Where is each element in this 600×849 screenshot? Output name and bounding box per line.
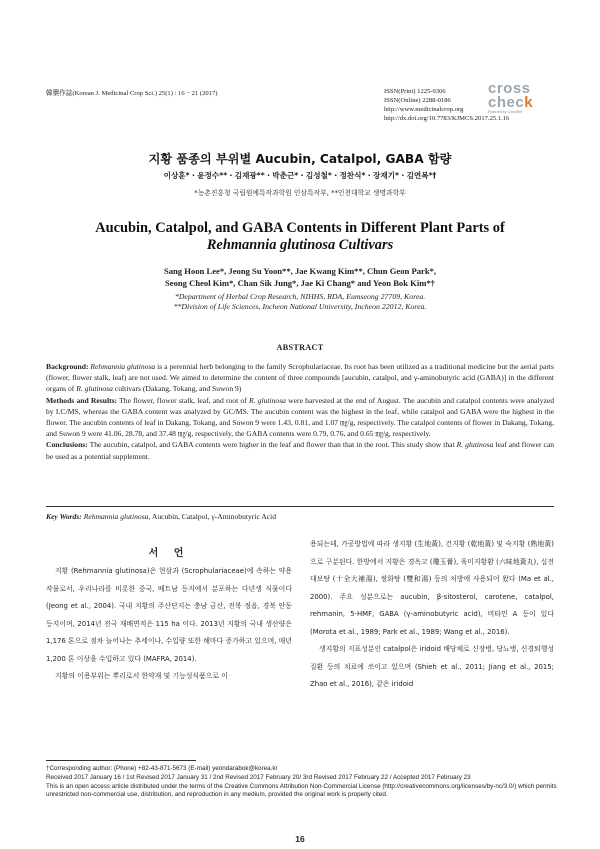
english-affiliation-2: **Division of Life Sciences, Incheon National University, Incheon 22012, Korea. xyxy=(173,302,427,312)
page-number: 16 xyxy=(295,834,305,844)
english-authors-line2: Seong Cheol Kim*, Chan Sik Jung*, Jae Ki Chang* and Yeon Bok Kim*† xyxy=(165,277,435,288)
left-column xyxy=(46,563,292,686)
abstract-methods: Methods and Results: The flower, flower stalk, leaf, and root of R. glutinosa were harvested at the end of August. The aucubin and catalpol contents were analyzed by LC/MS, whereas the GABA content was analyzed by GC/MS. The aucubin content was the highest in the leaf, while catalpol and GABA were the highest in the flower. The aucubin contents of leaf in Dakang, Tokang, and Suwon 9 were 1.43, 0.81, and 1.07 ㎎/g, respectively. The catalpol contents of flower in Dakang, Tokang, and Suwon 9 were 41.06, 28.78, and 37.48 ㎎/g, respectively, the GABA contents were 0.79, 0.76, and 0.65 ㎎/g, respectively. xyxy=(46,395,554,439)
english-title-line1: Aucubin, Catalpol, and GABA Contents in Different Plant Parts of xyxy=(95,220,505,236)
crossmark-sub: Powered by CrossRef xyxy=(488,110,523,114)
korean-affiliation: *농촌진흥청 국립원예특작과학원 인삼특작부, **인천대학교 생명과학부 xyxy=(194,189,406,197)
right-paragraph-1: 용되는데, 가공방법에 따라 생지황 (生地黃), 건지황 (乾地黃) 및 숙지황 (熟地黃)으로 구분된다. 한방에서 지황은 경옥고 (瓊玉膏), 육미지황환 (六味地黃丸), 십전대보탕 (十全大補湯), 쌍화탕 (雙和湯) 등의 처방에 사용되어 왔다 (Ma et al., 2000). 주요 성분으로는 aucubin, β-sitosterol, carotene, catalpol, rehmanin, 5-HMF, GABA (γ-aminobutyric acid), 비타민 A 등이 있다 (Morota et al., 1989; Park et al., 1989; Wang et al., 2016). xyxy=(310,540,554,636)
keywords: Key Words: Rehmannia glutinosa, Aucubin, Catalpol, γ-Aminobutyric Acid xyxy=(46,512,277,521)
journal-citation: 韓藥作誌(Korean J. Medicinal Crop Sci.) 25(1) : 16 − 21 (2017) xyxy=(46,90,218,97)
crossmark-line1: cross xyxy=(488,80,531,97)
footnote-divider xyxy=(46,760,196,761)
section-heading-introduction: 서 언 xyxy=(148,548,190,559)
issn-online: ISSN(Online) 2288-0186 xyxy=(384,96,451,104)
footnote xyxy=(46,765,558,800)
english-title xyxy=(0,220,600,253)
abstract-background: Background: Rehmannia glutinosa is a perennial herb belonging to the family Scrophulariaceae. Its root has been utilized as a traditional medicine but the aerial parts (flower, flower stalk, leaf) are not used. We aimed to determine the content of three compounds [aucubin, catalpol, and γ-aminobutyric acid (GABA)] in the different organs of R. glutinosa cultivars (Dakang, Tokang, and Suwon 9) xyxy=(46,362,554,394)
korean-authors: 이상훈*・윤정수**・김재광**・박춘근*・김성철*・정찬식*・장재기*・김연복*† xyxy=(163,171,437,180)
abstract-body xyxy=(46,361,554,462)
right-column xyxy=(310,536,554,694)
crossmark-logo[interactable] xyxy=(488,82,544,114)
english-affiliation-1: *Department of Herbal Crop Research, NIHHS, RDA, Eumseong 27709, Korea. xyxy=(174,292,426,301)
issn-block xyxy=(384,88,494,105)
corresponding-author: †Corresponding author: (Phone) +82-43-871-5673 (E-mail) yeondarabok@korea.kr xyxy=(46,765,278,772)
doi-link[interactable]: http://dx.doi.org/10.7783/KJMCS.2017.25.1.16 xyxy=(384,115,510,122)
korean-title: 지황 품종의 부위별 Aucubin, Catalpol, GABA 함량 xyxy=(148,152,452,166)
english-title-line2: Rehmannia glutinosa Cultivars xyxy=(206,236,394,253)
left-paragraph-1: 지황 (Rehmannia glutinosa)은 현삼과 (Scrophulariaceae)에 속하는 약용작물로서, 우리나라를 비롯한 중국, 베트남 등지에서 분포하는 다년생 식물이다 (Jeong et al., 2004). 국내 지황의 주산단지는 충남 금산, 전북 정읍, 경북 안동 등지이며, 2014년 전국 재배면적은 115 ha 이다. 2013년 지황의 국내 생산량은 1,176 톤으로 점차 늘어나는 추세이나, 수입량 또한 해마다 증가하고 있으며, 매년 1,200 톤 이상을 수입하고 있다 (MAFRA, 2014). xyxy=(46,567,292,663)
issn-print: ISSN(Print) 1225-9306 xyxy=(384,88,446,95)
english-authors xyxy=(0,266,600,290)
crossmark-line2: check xyxy=(488,94,534,111)
english-authors-line1: Sang Hoon Lee*, Jeong Su Yoon**, Jae Kwang Kim**, Chun Geon Park*, xyxy=(163,266,437,276)
license-text: This is an open access article distributed under the terms of the Creative Commons Attribution Non-Commercial License (http://creativecommons.org/licenses/by-nc/3.0/) which permits unrestricted non-commercial use, distribution, and reproduction in any medium, provided the original work is properly cited. xyxy=(46,782,557,799)
english-affiliations xyxy=(0,292,600,313)
abstract-conclusions: Conclusions: The aucubin, catalpol, and GABA contents were higher in the leaf and flower than that in the root. This study show that R. glutinosa leaf and flower can be used as a potential supplement. xyxy=(46,440,554,461)
journal-url[interactable]: http://www.medicinalcrop.org xyxy=(384,106,464,113)
received-dates: Received 2017 January 16 / 1st Revised 2017 January 31 / 2nd Revised 2017 February 20/ 3rd Revised 2017 February 22 / Accepted 2017 February 23 xyxy=(46,773,471,781)
left-paragraph-2: 지황의 이용부위는 뿌리로서 한약재 및 기능성식품으로 이 xyxy=(55,672,228,680)
abstract-divider xyxy=(46,506,554,507)
abstract-heading: ABSTRACT xyxy=(276,343,324,352)
right-paragraph-2: 생지황의 지표성분인 catalpol은 iridoid 배당체로 신장병, 당뇨병, 신경퇴행성질환 등의 치료에 쓰이고 있으며 (Shieh et al., 2011; Jiang et al., 2015; Zhao et al., 2016), 같은 iridoid xyxy=(310,645,555,688)
